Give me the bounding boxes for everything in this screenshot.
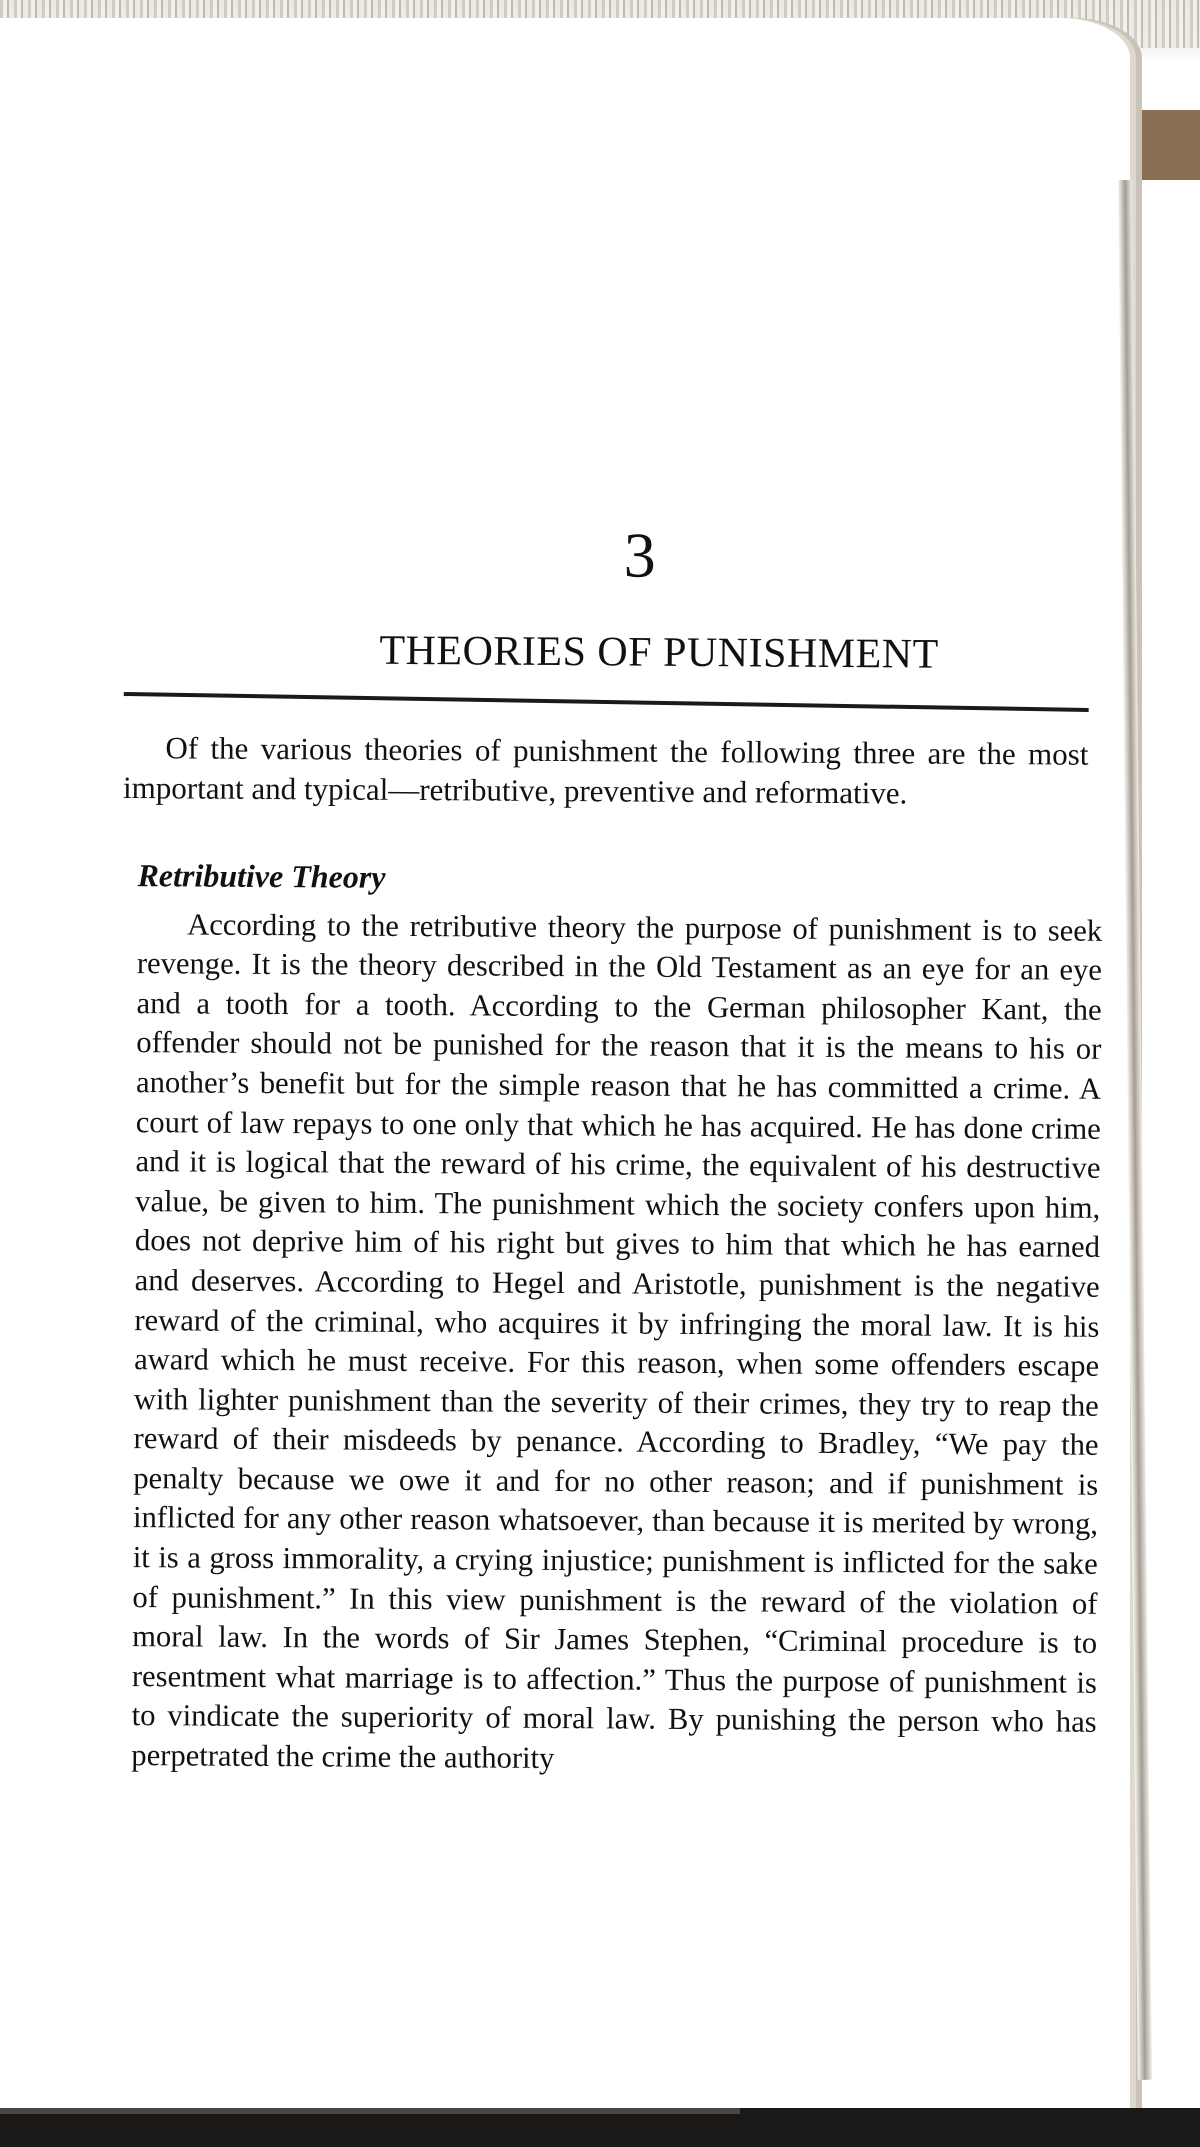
section-body: According to the retributive theory the purpose of punishment is to seek revenge. It is the theory described in the Old Testament as an eye for an eye and a tooth for a tooth. According to the German philosopher Kant, the offender should not be punished for the reason that it is the means to his or another’s benefit but for the simple reason that he has committed a crime. A court of law repays to one only that which he has acquired. He has done crime and it is logical that the reward of his crime, the equivalent of his destructive value, be given to him. The punishment which the society confers upon him, does not deprive him of his right but gives to him that which he has earned and deserves. According to Hegel and Aristotle, punishment is the negative reward of the criminal, who acquires it by infringing the moral law. It is his award which he must receive. For this reason, when some offenders escape with lighter punishment than the severity of their crimes, they try to reap the reward of their misdeeds by penance. According to Bradley, “We pay the penalty because we owe it and for no other reason; and if punishment is inflicted for any other reason whatsoever, than because it is merited by wrong, it is a gross immorality, a crying injustice; punishment is inflicted for the sake of punishment.” In this view punishment is the reward of the violation of moral law. In the words of Sir James Stephen, “Criminal procedure is to resentment what marriage is to affection.” Thus the purpose of punishment is to vindicate the superiority of moral law. By punishing the person who has perpetrated the crime the authority <box>131 907 1103 1776</box>
page-content <box>116 520 1115 1783</box>
chapter-number: 3 <box>623 519 657 591</box>
title-rule <box>124 692 1089 712</box>
section-heading: Retributive Theory <box>137 857 386 896</box>
bottom-shadow <box>0 2108 1200 2147</box>
chapter-title: THEORIES OF PUNISHMENT <box>379 627 939 678</box>
intro-paragraph: Of the various theories of punishment the following three are the most important and typical—retributive, preventive and reformative. <box>123 730 1089 811</box>
